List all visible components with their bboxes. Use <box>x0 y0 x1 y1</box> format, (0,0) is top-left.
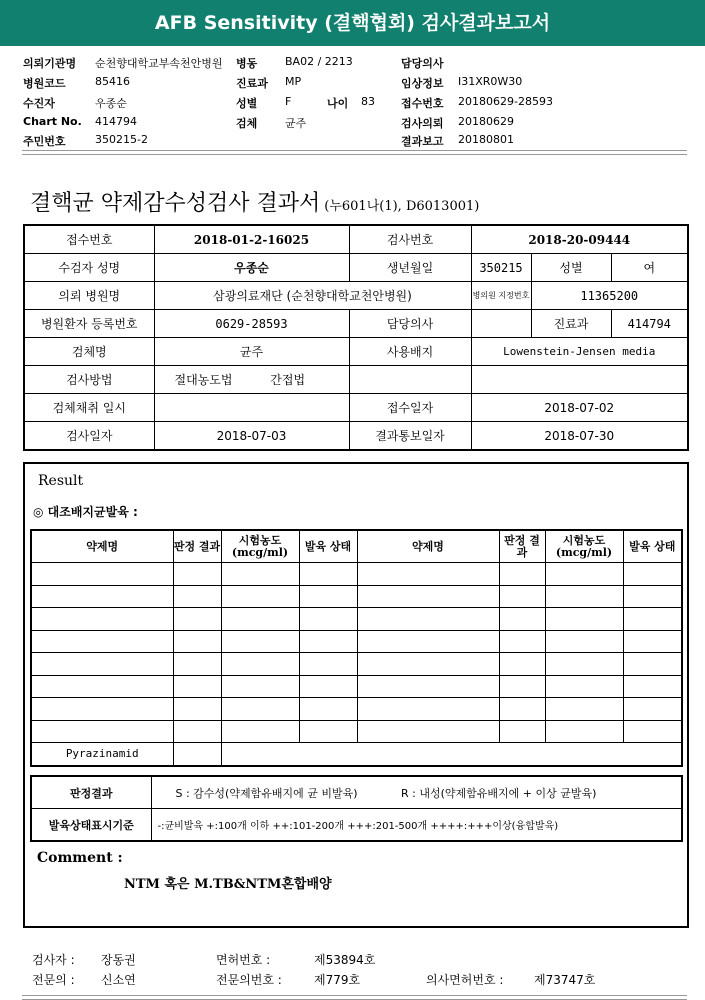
footer-divider <box>22 995 687 1000</box>
method-value <box>154 366 349 394</box>
test-date-value: 2018-07-03 <box>154 422 349 451</box>
doctor-label: 담당의사 <box>401 57 444 70</box>
concentration-header: 시험농도 (mcg/ml) <box>221 530 299 563</box>
growth-legend-label: 발육상태표시기준 <box>31 809 151 842</box>
method-label: 검사방법 <box>24 366 154 394</box>
receipt-no-label: 접수번호 <box>401 97 444 110</box>
legend-susceptible: S : 감수성(약제함유배지에 균 비발육) <box>175 786 358 800</box>
institution-value: 순천향대학교부속천안병원 <box>95 57 223 70</box>
department-value: 414794 <box>611 310 688 338</box>
table-row <box>24 225 688 254</box>
method-indirect: 간접법 <box>270 373 306 387</box>
department-value: MP <box>285 75 302 88</box>
receipt-no-value: 20180629-28593 <box>458 95 553 108</box>
specimen-label: 검체명 <box>24 338 154 366</box>
clinical-info-label: 임상정보 <box>401 77 444 90</box>
chart-no-label: Chart No. <box>23 115 82 128</box>
drug-header: 약제명 <box>357 530 499 563</box>
hospital-value: 삼광의료재단 (순천향대학교천안병원) <box>154 282 471 310</box>
table-row <box>24 254 688 282</box>
growth-legend-value: -:균비발육 +:100개 이하 ++:101-200개 +++:201-500개 ++++:+++이상(융합발육) <box>151 809 682 842</box>
table-row <box>24 422 688 451</box>
license-value: 제53894호 <box>314 953 376 967</box>
result-label: Result <box>38 473 84 489</box>
sex-value: F <box>285 95 292 108</box>
table-row <box>31 608 682 631</box>
institution-label: 의뢰기관명 <box>23 57 77 70</box>
patient-name-label: 수검자 성명 <box>24 254 154 282</box>
table-row <box>31 630 682 653</box>
ward-label: 병동 <box>236 57 258 70</box>
patient-label: 수진자 <box>23 97 55 110</box>
doctor-license-label: 의사면허번호 : <box>426 973 504 987</box>
patient-name-value: 우종순 <box>154 254 349 282</box>
judgement-legend-value <box>151 776 682 809</box>
medium-label: 사용배지 <box>349 338 471 366</box>
doctor-value <box>471 310 531 338</box>
table-row <box>24 394 688 422</box>
designated-no-value: 11365200 <box>531 282 688 310</box>
doctor-license-value: 제73747호 <box>534 973 596 987</box>
table-row <box>31 809 682 842</box>
table-row <box>31 675 682 698</box>
id-no-label: 주민번호 <box>23 135 66 148</box>
request-date-label: 검사의뢰 <box>401 117 444 130</box>
receipt-date-value: 2018-07-02 <box>471 394 688 422</box>
judgement-header: 판정 결과 <box>499 530 545 563</box>
id-no-value: 350215-2 <box>95 133 148 146</box>
empty-cell <box>471 366 688 394</box>
control-medium-label: ◎ 대조배지균발육 : <box>33 505 138 519</box>
notice-date-value: 2018-07-30 <box>471 422 688 451</box>
sex-value: 여 <box>611 254 688 282</box>
collection-label: 검체채취 일시 <box>24 394 154 422</box>
receipt-no-value: 2018-01-2-16025 <box>154 225 349 254</box>
method-absolute: 절대농도법 <box>174 373 233 387</box>
comment-text: NTM 혹은 M.TB&NTM혼합배양 <box>124 877 332 892</box>
hospital-label: 의뢰 병원명 <box>24 282 154 310</box>
age-value: 83 <box>361 95 375 108</box>
tester-label: 검사자 : <box>32 953 75 967</box>
birth-value: 350215 <box>471 254 531 282</box>
receipt-no-label: 접수번호 <box>24 225 154 254</box>
birth-label: 생년월일 <box>349 254 471 282</box>
specialist-label: 전문의 : <box>32 973 75 987</box>
report-subtitle: (누601나(1), D6013001) <box>324 199 480 214</box>
medium-value: Lowenstein-Jensen media <box>471 338 688 366</box>
specimen-value: 균주 <box>154 338 349 366</box>
notice-date-label: 결과통보일자 <box>349 422 471 451</box>
specimen-value: 균주 <box>285 117 307 130</box>
legend-resistant: R : 내성(약제함유배지에 + 이상 균발육) <box>401 786 597 800</box>
report-title <box>30 186 479 217</box>
table-row <box>24 282 688 310</box>
empty-cell <box>349 366 471 394</box>
collection-value <box>154 394 349 422</box>
report-header-title: AFB Sensitivity (결핵협회) 검사결과보고서 <box>154 12 551 34</box>
tester-name: 장동권 <box>101 953 136 967</box>
table-row <box>31 698 682 721</box>
test-no-value: 2018-20-09444 <box>471 225 688 254</box>
test-no-label: 검사번호 <box>349 225 471 254</box>
age-label: 나이 <box>327 97 349 110</box>
specialist-name: 신소연 <box>101 973 136 987</box>
table-row <box>31 653 682 676</box>
report-date-value: 20180801 <box>458 133 514 146</box>
table-row <box>31 585 682 608</box>
judgement-legend-label: 판정결과 <box>31 776 151 809</box>
department-label: 진료과 <box>531 310 611 338</box>
table-row <box>24 338 688 366</box>
test-date-label: 검사일자 <box>24 422 154 451</box>
request-date-value: 20180629 <box>458 115 514 128</box>
header-divider <box>22 150 687 155</box>
report-date-label: 결과보고 <box>401 135 444 148</box>
concentration-header: 시험농도 (mcg/ml) <box>545 530 623 563</box>
judgement-header: 판정 결과 <box>173 530 221 563</box>
patient-info-table <box>23 224 689 451</box>
specialist-no-value: 제779호 <box>314 973 361 987</box>
patient-reg-value: 0629-28593 <box>154 310 349 338</box>
table-row <box>31 720 682 743</box>
clinical-info-value: I31XR0W30 <box>458 75 523 88</box>
patient-reg-label: 병원환자 등록번호 <box>24 310 154 338</box>
drug-header: 약제명 <box>31 530 173 563</box>
table-row <box>31 776 682 809</box>
license-label: 면허번호 : <box>216 953 271 967</box>
sex-label: 성별 <box>531 254 611 282</box>
sex-label: 성별 <box>236 97 258 110</box>
comment-label: Comment : <box>37 850 123 866</box>
growth-header: 발육 상태 <box>623 530 682 563</box>
receipt-date-label: 접수일자 <box>349 394 471 422</box>
chart-no-value: 414794 <box>95 115 137 128</box>
table-row <box>31 563 682 586</box>
specimen-label: 검체 <box>236 117 258 130</box>
drug-name-pyrazinamid: Pyrazinamid <box>31 743 173 766</box>
specialist-no-label: 전문의번호 : <box>216 973 282 987</box>
ward-value: BA02 / 2213 <box>285 55 353 68</box>
table-header-row <box>31 530 682 563</box>
hospital-code-value: 85416 <box>95 75 130 88</box>
table-row-pyrazinamid <box>31 743 682 766</box>
table-row <box>24 366 688 394</box>
hospital-code-label: 병원코드 <box>23 77 66 90</box>
growth-header: 발육 상태 <box>299 530 357 563</box>
report-title-text: 결핵균 약제감수성검사 결과서 <box>30 191 321 216</box>
table-row <box>24 310 688 338</box>
patient-value: 우종순 <box>95 97 127 110</box>
department-label: 진료과 <box>236 77 268 90</box>
doctor-label: 담당의사 <box>349 310 471 338</box>
drug-results-table <box>30 529 683 767</box>
legend-table <box>30 775 683 842</box>
designated-no-label: 병의원 지정번호 <box>471 282 531 310</box>
